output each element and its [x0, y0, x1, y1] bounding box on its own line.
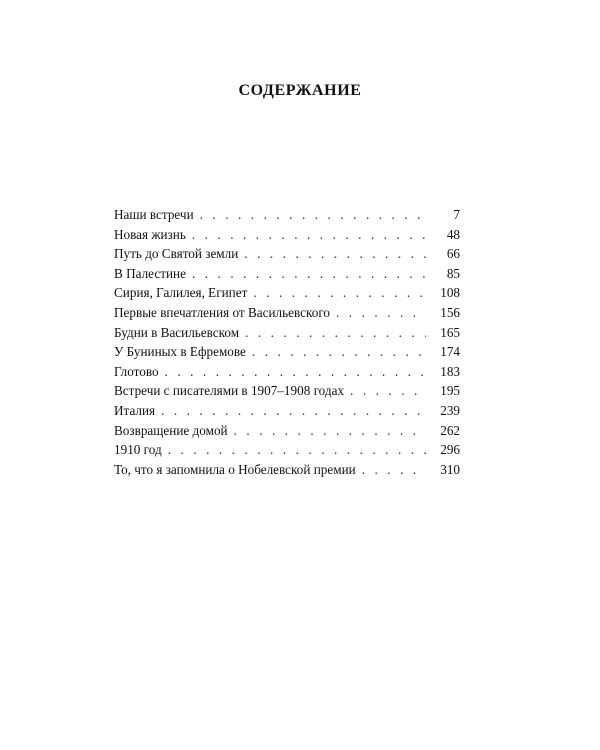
toc-dot-leader	[168, 440, 426, 460]
toc-entry-page: 195	[440, 383, 460, 399]
toc-entry-title: Наши встречи	[114, 207, 194, 222]
toc-entry-title: У Буниных в Ефремове	[114, 344, 246, 360]
toc-entry	[114, 460, 460, 480]
toc-entry-title: Возвращение домой	[114, 422, 228, 438]
toc-entry-page: 85	[446, 265, 460, 281]
toc-entry-title: Путь до Святой земли	[114, 246, 239, 262]
toc-entry-page: 165	[440, 324, 460, 340]
toc-dot-leader	[234, 421, 426, 441]
toc-entry-title: Встречи с писателями в 1907–1908 годах	[114, 383, 345, 399]
toc-entry-title: Италия	[114, 402, 156, 418]
toc-dot-leader	[245, 323, 426, 343]
toc-dot-leader	[192, 225, 426, 245]
toc-entry-page: 48	[446, 226, 460, 242]
toc-dot-leader	[192, 264, 426, 284]
toc-entry-page: 174	[440, 344, 460, 360]
toc-entry-page: 108	[440, 285, 460, 301]
toc-dot-leader	[165, 362, 426, 382]
toc-entry	[114, 421, 460, 441]
toc-dot-leader	[200, 205, 426, 225]
toc-entry-title: В Палестине	[114, 265, 186, 281]
toc-entry-page: 296	[440, 442, 460, 458]
toc-entry-title: 1910 год	[114, 442, 162, 458]
toc-entry	[114, 362, 460, 382]
toc-entry-title: Новая жизнь	[114, 226, 186, 242]
toc-dot-leader	[244, 244, 426, 264]
toc-entry-title: То, что я запомнила о Нобелевской премии	[114, 461, 356, 477]
toc-dot-leader	[350, 381, 426, 401]
toc-entry	[114, 381, 460, 401]
toc-entry-title: Первые впечатления от Васильевского	[114, 304, 331, 320]
toc-entry	[114, 205, 460, 225]
table-of-contents	[114, 205, 460, 479]
toc-entry	[114, 225, 460, 245]
toc-entry	[114, 283, 460, 303]
toc-dot-leader	[362, 460, 426, 480]
toc-entry-title: Будни в Васильевском	[114, 324, 240, 340]
toc-entry-title: Сирия, Галилея, Египет	[114, 285, 248, 301]
toc-entry-page: 310	[440, 461, 460, 477]
toc-entry-page: 183	[440, 363, 460, 379]
page-title: СОДЕРЖАНИЕ	[238, 82, 362, 99]
toc-entry-page: 66	[446, 246, 460, 262]
toc-entry	[114, 401, 460, 421]
toc-entry	[114, 244, 460, 264]
toc-dot-leader	[253, 283, 426, 303]
toc-entry	[114, 440, 460, 460]
toc-entry	[114, 342, 460, 362]
toc-dot-leader	[336, 303, 426, 323]
toc-dot-leader	[161, 401, 426, 421]
toc-entry	[114, 303, 460, 323]
toc-entry-page: 7	[453, 207, 460, 222]
toc-entry-page: 239	[440, 402, 460, 418]
toc-entry-title: Глотово	[114, 363, 159, 379]
toc-entry	[114, 323, 460, 343]
toc-entry-page: 262	[440, 422, 460, 438]
toc-dot-leader	[252, 342, 426, 362]
toc-entry-page: 156	[440, 304, 460, 320]
toc-entry	[114, 264, 460, 284]
